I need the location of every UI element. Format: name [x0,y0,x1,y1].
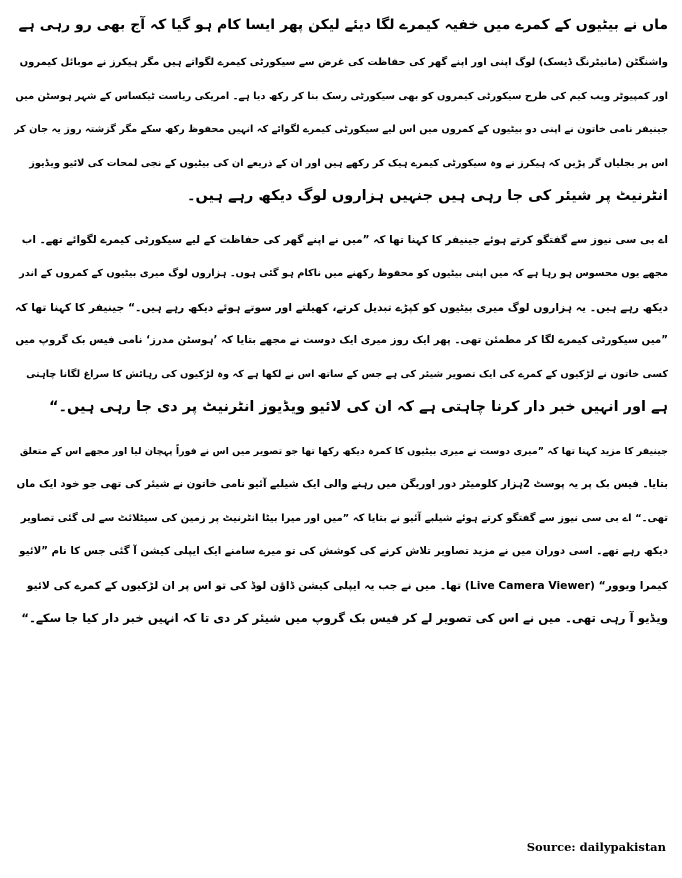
article-paragraph-2 [14,224,668,425]
paragraph-line: واشنگٹن (مانیٹرنگ ڈیسک) لوگ اپنی اور اپنے گھر کی حفاظت کی غرض سے سیکورٹی کیمرے لگواتے ہیں مگر ہیکرز نے موبائل کیمروں [19,57,668,68]
paragraph-line: کسی خاتون نے لڑکیوں کے کمرے کی ایک تصویر شیئر کی ہے جس کے ساتھ اس نے لکھا ہے کہ وہ لڑکیوں کی رہائش کا سراغ لگانا چاہتی [26,368,668,380]
paragraph-line: اس پر بجلیاں گر پڑیں کہ ہیکرز نے وہ سیکورٹی کیمرے ہیک کر رکھے ہیں اور ان کے ذریعے ان کی بیٹیوں کے نجی لمحات کی لائیو ویڈیوز [29,157,668,169]
article-paragraph-3 [14,435,668,636]
paragraph-line: جینیفر نامی خاتون نے اپنی دو بیٹیوں کے کمروں میں اس لیے سیکورٹی کیمرے لگوائے کہ انہیں محفوظ رکھ سکے مگر گزشتہ روز یہ جان کر [14,124,668,135]
paragraph-line: اے بی سی نیوز سے گفتگو کرتے ہوئے جینیفر کا کہنا تھا کہ ”میں نے اپنے گھر کی حفاظت کے لیے سیکورٹی کیمرے لگوائے تھے۔ اب [21,233,668,246]
paragraph-line: ویڈیو آ رہی تھی۔ میں نے اس کی تصویر لے کر فیس بک گروپ میں شیئر کر دی تا کہ انہیں خبر دار کیا جا سکے۔“ [21,611,668,625]
paragraph-line: اور کمپیوٹر ویب کیم کی طرح سیکورٹی کیمروں کو بھی سیکورٹی رسک بنا کر رکھ دیا ہے۔ امریکی ریاست ٹیکساس کے شہر ہوسٹن میں [15,90,668,102]
article-paragraph-1 [14,46,668,214]
paragraph-line: بتایا۔ فیس بک پر یہ پوسٹ 2ہزار کلومیٹر دور اوریگن میں رہنے والی ایک شیلبے آئیو نامی خاتون نے شیئر کی تھی جو خود ایک ماں [16,478,668,490]
source-credit: Source: dailypakistan [526,840,666,854]
paragraph-line: تھی۔“ اے بی سی نیوز سے گفتگو کرتے ہوئے شیلبے آئیو نے بتایا کہ ”میں اور میرا بیٹا انٹرنیٹ پر زمین کی سیٹلائٹ سے لی گئی تصاویر [20,512,668,524]
paragraph-line: کیمرا ویوور“ (Live Camera Viewer) تھا۔ میں نے جب یہ ایپلی کیشن ڈاؤن لوڈ کی تو اس پر ان لڑکیوں کے کمرے کی لائیو [26,578,668,592]
paragraph-line: دیکھ رہے ہیں۔ یہ ہزاروں لوگ میری بیٹیوں کو کپڑے تبدیل کرتے، کھیلتے اور سوتے ہوئے دیکھ رہے ہیں۔“ جینیفر کا کہنا تھا کہ [14,300,668,314]
article-headline: ماں نے بیٹیوں کے کمرے میں خفیہ کیمرے لگا دیئے لیکن پھر ایسا کام ہو گیا کہ آج بھی رو رہی ہے [18,17,668,33]
paragraph-line: ہے اور انہیں خبر دار کرنا چاہتی ہے کہ ان کی لائیو ویڈیوز انٹرنیٹ پر دی جا رہی ہیں۔“ [48,399,668,415]
paragraph-line: مجھے یوں محسوس ہو رہا ہے کہ میں اپنی بیٹیوں کو محفوظ رکھنے میں ناکام ہو گئی ہوں۔ ہزاروں لوگ میری بیٹیوں کے کمروں کے اندر [19,268,668,279]
paragraph-line: دیکھ رہے تھے۔ اسی دوران میں نے مزید تصاویر تلاش کرنے کی کوشش کی تو میرے سامنے ایک ایپلی کیشن آ گئی جس کا نام ”لائیو [19,545,668,557]
paragraph-line: انٹرنیٹ پر شیئر کی جا رہی ہیں جنہیں ہزاروں لوگ دیکھ رہے ہیں۔ [186,188,668,204]
paragraph-line: ”میں سیکورٹی کیمرے لگا کر مطمئن تھی۔ پھر ایک روز میری ایک دوست نے مجھے بتایا کہ ’ہوسٹن مدرز‘ نامی فیس بک گروپ میں [15,334,668,346]
paragraph-line: جینیفر کا مزید کہنا تھا کہ ”میری دوست نے میری بیٹیوں کا کمرہ دیکھ رکھا تھا جو تصویر میں اس نے فوراً پہچان لیا اور مجھے اس کے متعلق [19,445,668,457]
